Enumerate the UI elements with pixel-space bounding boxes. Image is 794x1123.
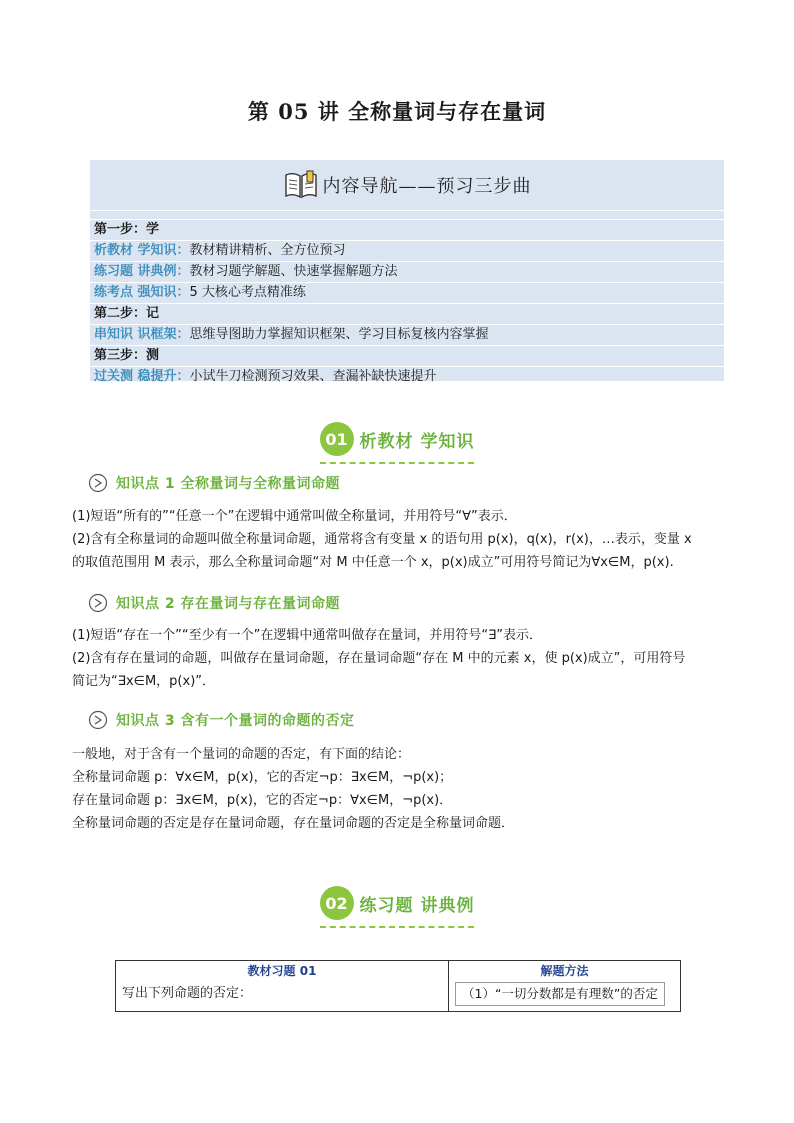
- nav-step-label: 第一步：学: [94, 222, 160, 237]
- text-line: 简记为“∃x∈M，p(x)”．: [72, 674, 216, 689]
- text-line: (1)短语“存在一个”“至少有一个”在逻辑中通常叫做存在量词，并用符号“∃”表示．: [72, 628, 543, 643]
- knowledge-point-title: 知识点 3 含有一个量词的命题的否定: [116, 713, 355, 729]
- text-line: (2)含有存在量词的命题，叫做存在量词命题，存在量词命题“存在 M 中的元素 x，使 p(x)成立”，可用符号: [72, 651, 686, 666]
- book-icon: [283, 169, 319, 201]
- knowledge-point-heading: [88, 710, 355, 730]
- text-line: 的取值范围用 M 表示，那么全称量词命题“对 M 中任意一个 x，p(x)成立”可用符号简记为∀x∈M，p(x).: [72, 555, 674, 570]
- section-number-badge: 02: [320, 886, 354, 920]
- nav-step-3: [90, 346, 724, 367]
- nav-item-desc: 小试牛刀检测预习效果、查漏补缺快速提升: [189, 369, 437, 384]
- method-body: [449, 981, 680, 1009]
- nav-header: [90, 160, 724, 211]
- nav-item-key: 过关测 稳提升：: [94, 369, 190, 384]
- text-line: (2)含有全称量词的命题叫做全称量词命题，通常将含有变量 x 的语句用 p(x)，q(x)，r(x)，…表示，变量 x: [72, 532, 692, 547]
- method-column: [449, 961, 680, 1011]
- nav-item-desc: 教材习题学解题、快速掌握解题方法: [189, 264, 398, 279]
- method-header: 解题方法: [540, 964, 589, 978]
- nav-item-key: 练考点 强知识：: [94, 285, 190, 300]
- nav-step-label: 第三步：测: [94, 348, 160, 363]
- arrow-circle-icon: [88, 473, 108, 493]
- knowledge-point-heading: [88, 473, 340, 493]
- knowledge-point-heading: [88, 593, 340, 613]
- section-heading-inner: [320, 886, 475, 928]
- exercise-header: 教材习题 01: [247, 964, 317, 978]
- nav-item-key: 练习题 讲典例：: [94, 264, 190, 279]
- content-navigation-box: [90, 160, 724, 384]
- nav-item: [90, 283, 724, 304]
- nav-item: [90, 262, 724, 283]
- nav-item-key: 串知识 识框架：: [94, 327, 190, 342]
- nav-step-label: 第二步：记: [94, 306, 160, 321]
- page-title: 第 05 讲 全称量词与存在量词: [247, 99, 547, 124]
- knowledge-point-body: [72, 624, 732, 693]
- section-label: 析教材 学知识: [359, 431, 475, 452]
- nav-item: [90, 367, 724, 387]
- section-label: 练习题 讲典例: [359, 895, 475, 916]
- exercise-column: [116, 961, 449, 1011]
- text-line: 全称量词命题的否定是存在量词命题，存在量词命题的否定是全称量词命题．: [72, 816, 515, 831]
- nav-item-desc: 5 大核心考点精准练: [189, 285, 306, 300]
- knowledge-point-body: [72, 505, 732, 574]
- nav-step-1: [90, 220, 724, 241]
- nav-step-2: [90, 304, 724, 325]
- section-heading-01: [0, 422, 794, 464]
- knowledge-point-title: 知识点 1 全称量词与全称量词命题: [116, 476, 340, 492]
- method-text: （1）“一切分数都是有理数”的否定: [455, 982, 665, 1006]
- nav-item: [90, 241, 724, 262]
- nav-item-desc: 思维导图助力掌握知识框架、学习目标复核内容掌握: [189, 327, 489, 342]
- text-line: 一般地，对于含有一个量词的命题的否定，有下面的结论：: [72, 747, 411, 762]
- arrow-circle-icon: [88, 593, 108, 613]
- arrow-circle-icon: [88, 710, 108, 730]
- text-line: 存在量词命题 p：∃x∈M，p(x)，它的否定¬p：∀x∈M，¬p(x)．: [72, 793, 453, 808]
- knowledge-point-body: [72, 743, 732, 835]
- exercise-body: 写出下列命题的否定：: [122, 986, 253, 1001]
- nav-divider: [90, 211, 724, 220]
- section-heading-inner: [320, 422, 475, 464]
- nav-header-text: 内容导航——预习三步曲: [322, 176, 532, 197]
- knowledge-point-title: 知识点 2 存在量词与存在量词命题: [116, 596, 340, 612]
- nav-item: [90, 325, 724, 346]
- section-heading-02: [0, 886, 794, 928]
- text-line: 全称量词命题 p：∀x∈M，p(x)，它的否定¬p：∃x∈M，¬p(x)；: [72, 770, 453, 785]
- nav-item-key: 析教材 学知识：: [94, 243, 190, 258]
- nav-item-desc: 教材精讲精析、全方位预习: [189, 243, 346, 258]
- exercise-table: [115, 960, 681, 1012]
- section-number-badge: 01: [320, 422, 354, 456]
- text-line: (1)短语“所有的”“任意一个”在逻辑中通常叫做全称量词，并用符号“∀”表示．: [72, 509, 517, 524]
